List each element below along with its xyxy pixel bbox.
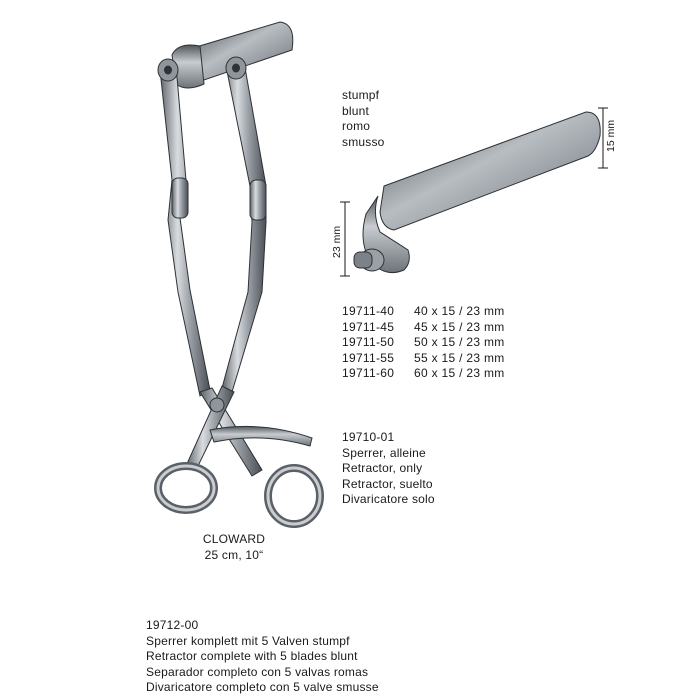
retractor-only-line: Retractor, only bbox=[342, 461, 423, 475]
retractor-only-block bbox=[342, 430, 435, 508]
retractor-only-code: 19710-01 bbox=[342, 430, 395, 444]
complete-set-line: Sperrer komplett mit 5 Valven stumpf bbox=[146, 633, 350, 648]
retractor-only-line: Sperrer, alleine bbox=[342, 445, 426, 460]
complete-set-line: Separador completo con 5 valvas romas bbox=[146, 664, 369, 679]
complete-set-code: 19712-00 bbox=[146, 618, 199, 632]
model-row: 19711-45 45 x 15 / 23 mm bbox=[342, 319, 505, 334]
label-es: romo bbox=[342, 119, 371, 133]
model-row: 19711-40 40 x 15 / 23 mm bbox=[342, 304, 505, 318]
model-row: 19711-60 60 x 15 / 23 mm bbox=[342, 366, 505, 380]
instrument-size: 25 cm, 10“ bbox=[204, 547, 264, 562]
label-it: smusso bbox=[342, 134, 385, 149]
model-list bbox=[342, 304, 505, 382]
complete-set-line: Retractor complete with 5 blades blunt bbox=[146, 649, 358, 663]
dim-15mm-label: 15 mm bbox=[605, 119, 617, 152]
blunt-labels bbox=[342, 88, 385, 150]
retractor-only-line: Retractor, suelto bbox=[342, 476, 433, 491]
model-row: 19711-50 50 x 15 / 23 mm bbox=[342, 335, 505, 349]
retractor-only-line: Divaricatore solo bbox=[342, 492, 435, 506]
label-de: stumpf bbox=[342, 88, 380, 102]
model-row: 19711-55 55 x 15 / 23 mm bbox=[342, 350, 505, 365]
instrument-name: CLOWARD bbox=[202, 532, 266, 546]
complete-set-line: Divaricatore completo con 5 valve smusse bbox=[146, 680, 379, 694]
dim-23mm-label: 23 mm bbox=[331, 225, 343, 258]
instrument-caption bbox=[196, 532, 272, 563]
complete-set-block bbox=[146, 618, 379, 696]
label-en: blunt bbox=[342, 103, 370, 118]
